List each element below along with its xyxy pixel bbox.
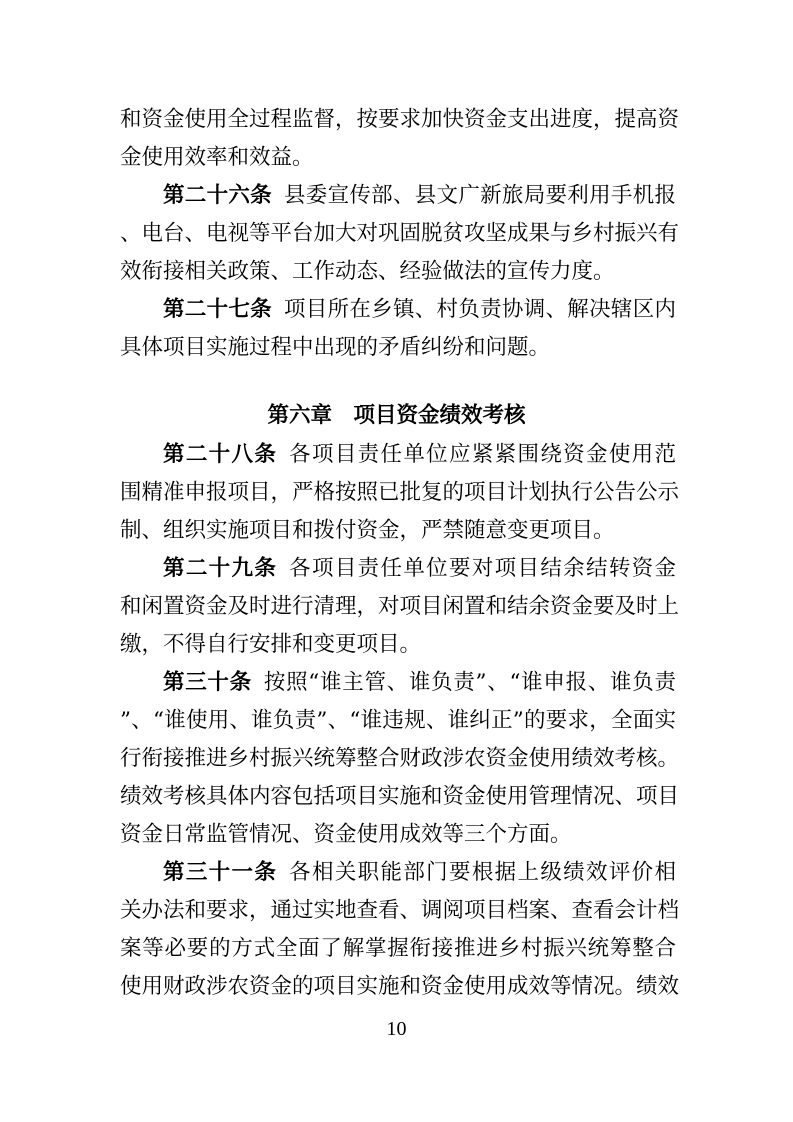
text-line: 围精准申报项目，严格按照已批复的项目计划执行公告公示 bbox=[120, 480, 680, 505]
text-line: 绩效考核具体内容包括项目实施和资金使用管理情况、项目 bbox=[120, 784, 680, 809]
text-line: 案等必要的方式全面了解掌握衔接推进乡村振兴统筹整合 bbox=[120, 936, 676, 961]
article-label: 第二十八条 bbox=[163, 442, 278, 467]
text-line: 和闲置资金及时进行清理，对项目闲置和结余资金要及时上 bbox=[120, 594, 680, 619]
text-line: 、电台、电视等平台加大对巩固脱贫攻坚成果与乡村振兴有 bbox=[120, 221, 680, 246]
article-label: 第三十一条 bbox=[163, 860, 278, 885]
article-line: 第二十六条 县委宣传部、县文广新旅局要利用手机报 bbox=[163, 183, 676, 208]
article-line: 第二十七条 项目所在乡镇、村负责协调、解决辖区内 bbox=[163, 297, 676, 322]
text-line: 资金日常监管情况、资金使用成效等三个方面。 bbox=[120, 822, 572, 847]
article-label: 第二十七条 bbox=[163, 297, 272, 322]
article-label: 第三十条 bbox=[163, 670, 252, 695]
article-line: 第三十条 按照“谁主管、谁负责”、“谁申报、谁负责 bbox=[163, 670, 676, 695]
article-line: 第二十八条 各项目责任单位应紧紧围绕资金使用范 bbox=[163, 442, 676, 467]
article-label: 第二十九条 bbox=[163, 556, 278, 581]
chapter-heading: 第六章 项目资金绩效考核 bbox=[267, 403, 526, 428]
text-line: 关办法和要求，通过实地查看、调阅项目档案、查看会计档 bbox=[120, 898, 680, 923]
text-line: 缴，不得自行安排和变更项目。 bbox=[120, 632, 422, 657]
text-line: 金使用效率和效益。 bbox=[120, 145, 314, 170]
article-label: 第二十六条 bbox=[163, 183, 272, 208]
article-line: 第三十一条 各相关职能部门要根据上级绩效评价相 bbox=[163, 860, 676, 885]
text-line: 行衔接推进乡村振兴统筹整合财政涉农资金使用绩效考核。 bbox=[120, 746, 680, 771]
article-line: 第二十九条 各项目责任单位要对项目结余结转资金 bbox=[163, 556, 676, 581]
text-line: 和资金使用全过程监督，按要求加快资金支出进度，提高资 bbox=[120, 107, 680, 132]
page-number: 10 bbox=[386, 1018, 407, 1040]
text-line: 效衔接相关政策、工作动态、经验做法的宣传力度。 bbox=[120, 259, 615, 284]
text-line: 具体项目实施过程中出现的矛盾纠纷和问题。 bbox=[120, 335, 551, 360]
text-line: 使用财政涉农资金的项目实施和资金使用成效等情况。绩效 bbox=[120, 974, 680, 999]
text-line: ”、“谁使用、谁负责”、“谁违规、谁纠正”的要求，全面实 bbox=[120, 708, 676, 733]
text-line: 制、组织实施项目和拨付资金，严禁随意变更项目。 bbox=[120, 518, 615, 543]
